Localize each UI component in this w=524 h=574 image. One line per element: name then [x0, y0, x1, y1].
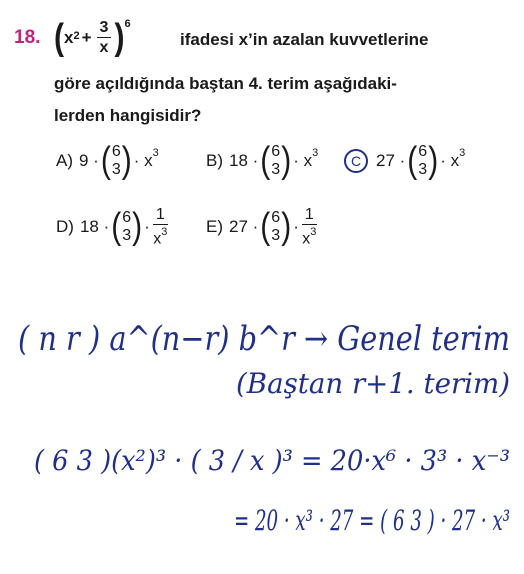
- expr-outer-exponent: 6: [124, 17, 131, 30]
- option-b-exp: 3: [312, 147, 319, 159]
- option-d-r: 3: [122, 226, 132, 244]
- option-d-exp: 3: [161, 226, 168, 238]
- option-a-coef: 9 ·: [79, 151, 99, 170]
- option-b-coef: 18 ·: [229, 151, 259, 170]
- option-c-binomial: ( 6 3 ): [407, 139, 439, 181]
- handwriting-line-1: ( n r ) a^(n−r) b^r → Genel terim: [18, 319, 510, 359]
- handwriting-line-3: ( 6 3 )(x²)³ · ( 3 / x )³ = 20·x⁶ · 3³ · x⁻³: [34, 444, 510, 477]
- option-c-circled-label: C: [344, 149, 368, 173]
- option-b-tail: · x: [293, 151, 313, 170]
- question-line-2: göre açıldığında baştan 4. terim aşağıdaki-: [54, 74, 397, 93]
- question-line-1: ifadesi x’in azalan kuvvetlerine: [180, 30, 429, 49]
- option-d-frac-den: x: [153, 230, 162, 248]
- expr-plus: +: [81, 27, 92, 47]
- option-b-r: 3: [271, 161, 281, 178]
- option-d-dot: ·: [144, 216, 150, 236]
- option-d-label: D): [56, 216, 74, 236]
- handwriting-line-4: = 20 · x³ · 27 = ( 6 3 ) · 27 · x³: [234, 504, 510, 537]
- option-e-label: E): [206, 216, 223, 236]
- option-d-coef: 18 ·: [79, 216, 110, 236]
- option-c-tail: · x: [440, 151, 460, 170]
- option-a-label: A): [56, 151, 73, 170]
- option-b-label: B): [206, 151, 223, 170]
- option-e-exp: 3: [310, 226, 317, 238]
- option-c-coef: 27 ·: [376, 151, 406, 170]
- expr-fraction-numerator: 3: [97, 18, 112, 38]
- option-c-n: 6: [418, 143, 428, 160]
- option-e-binomial: ( 6 3 ): [260, 205, 292, 247]
- handwriting-line-2: (Baştan r+1. terim): [236, 367, 510, 400]
- option-c-exp: 3: [459, 147, 466, 159]
- option-b-n: 6: [271, 143, 281, 160]
- option-d-n: 6: [122, 208, 132, 226]
- option-c-r: 3: [418, 161, 428, 178]
- option-e-coef: 27 ·: [229, 216, 259, 236]
- question-number: 18.: [14, 27, 41, 48]
- option-a-binomial: ( 6 3 ): [100, 139, 132, 181]
- option-a-r: 3: [111, 161, 121, 178]
- option-e-dot: ·: [293, 216, 299, 236]
- option-e-frac-num: 1: [302, 205, 317, 225]
- option-a-tail: · x: [133, 151, 153, 170]
- option-e-n: 6: [271, 208, 281, 226]
- option-a-exp: 3: [152, 147, 159, 159]
- option-d-frac-num: 1: [153, 205, 168, 225]
- option-a-n: 6: [111, 143, 121, 160]
- question-line-3: lerden hangisidir?: [54, 106, 202, 125]
- option-b-binomial: ( 6 3 ): [260, 139, 292, 181]
- option-d-binomial: ( 6 3 ): [111, 205, 143, 247]
- option-e-frac-den: x: [302, 230, 311, 248]
- expr-x-exponent: 2: [73, 29, 80, 42]
- expr-x: x: [64, 27, 74, 47]
- expr-fraction-denominator: x: [99, 39, 109, 56]
- option-e-r: 3: [271, 226, 281, 244]
- close-paren: ): [114, 16, 125, 58]
- open-paren: (: [54, 16, 64, 58]
